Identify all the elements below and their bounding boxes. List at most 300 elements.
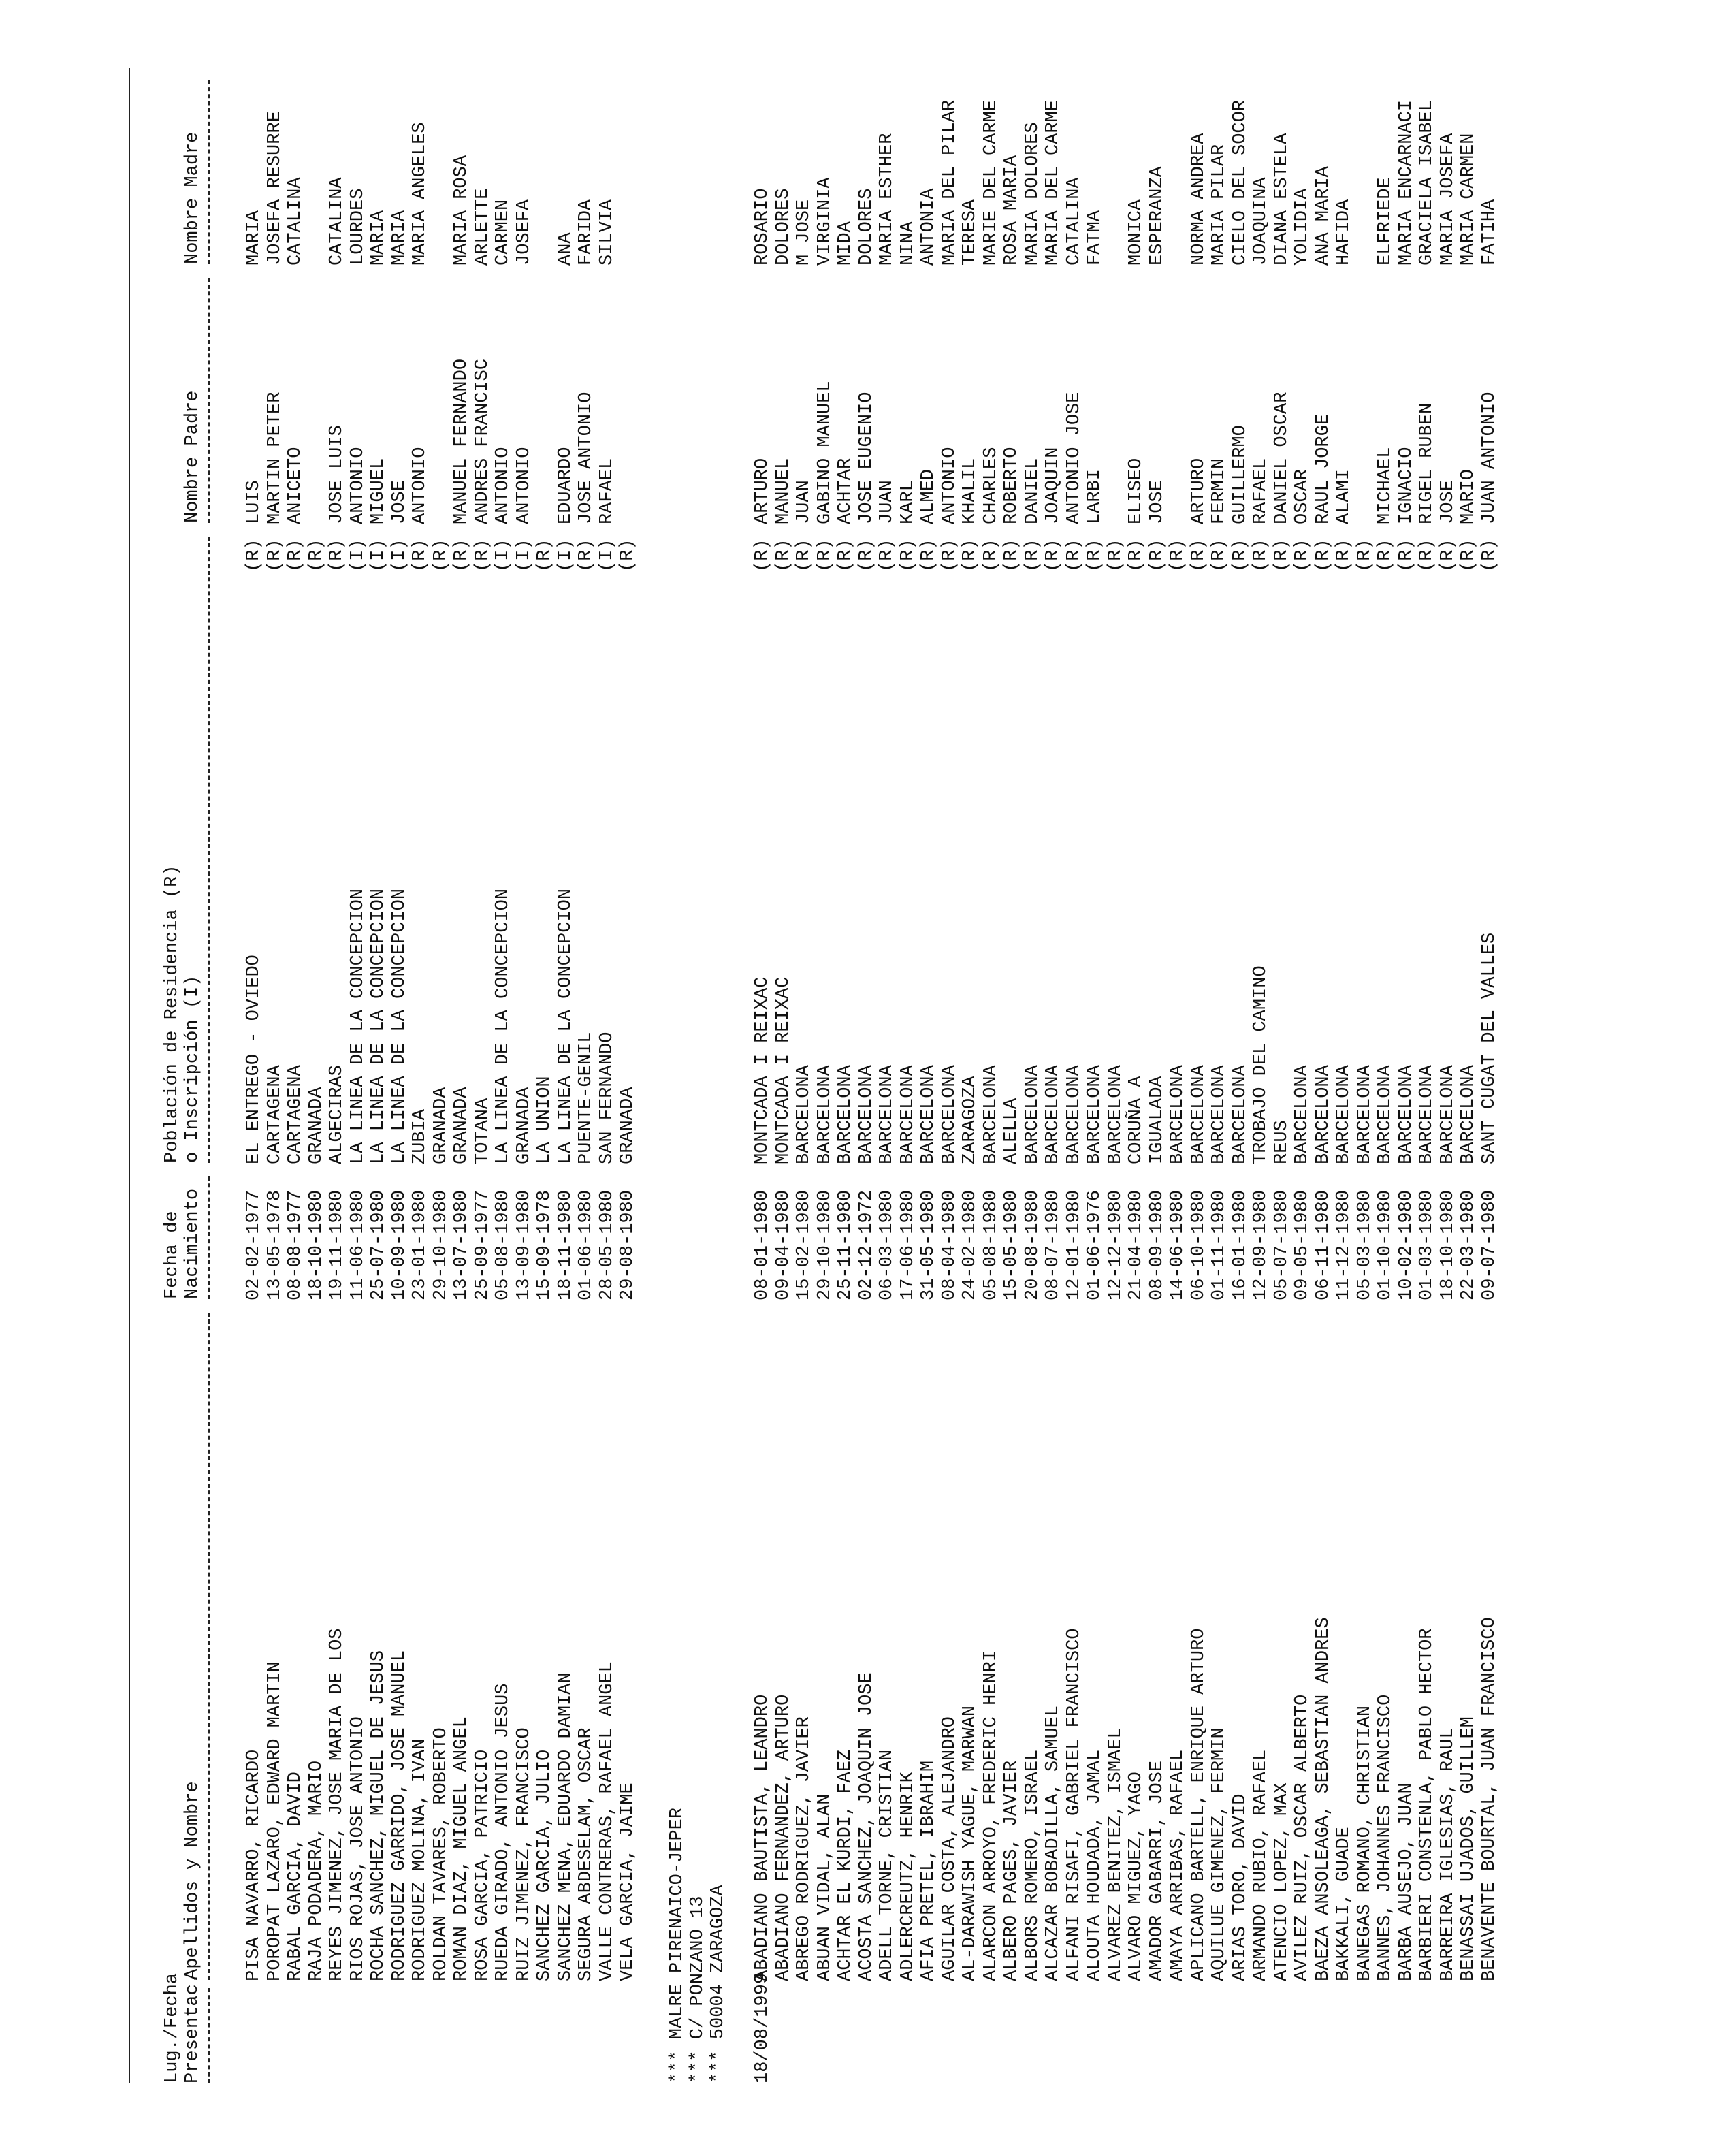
father-name-cell: JUAN (794, 480, 814, 524)
lug-cell (368, 1981, 389, 2083)
mother-name-cell: FARIDA (576, 199, 596, 266)
date-cell: 12-09-1980 (1251, 1189, 1271, 1300)
table-row (1458, 41, 1479, 2083)
mother-name-cell: LOURDES (347, 188, 368, 266)
name-cell: BANNES, JOHANNES FRANCISCO (1375, 1694, 1396, 1981)
mother-name-cell: MARIA DEL PILAR (939, 99, 960, 266)
table-row (1230, 41, 1251, 2083)
lug-cell (1417, 1981, 1438, 2083)
name-cell: BARBA AUSEJO, JUAN (1396, 1782, 1417, 1981)
lug-cell (556, 1981, 577, 2083)
table-row (981, 41, 1002, 2083)
residence-type-cell: (R) (1001, 539, 1022, 572)
header-madre: Nombre Madre (182, 131, 203, 264)
table-row (1292, 41, 1313, 2083)
header-lug-line1: Lug./Fecha (162, 1972, 182, 2083)
table-row (918, 41, 939, 2083)
lug-cell (794, 1981, 815, 2083)
name-cell: BAEZA ANSOLEAGA, SEBASTIAN ANDRES (1313, 1617, 1334, 1981)
mother-name-cell: ROSARIO (752, 188, 773, 266)
name-cell: AVILEZ RUIZ, OSCAR ALBERTO (1292, 1694, 1313, 1981)
poblacion-cell: ZUBIA (410, 1108, 430, 1164)
mother-name-cell: DOLORES (856, 188, 877, 266)
date-cell: 25-09-1977 (472, 1189, 493, 1300)
residence-type-cell: (R) (1168, 539, 1188, 572)
rotated-listing-sheet (129, 68, 1695, 2083)
lug-cell (327, 1981, 348, 2083)
name-cell: ALBERO PAGES, JAVIER (1001, 1760, 1022, 1981)
table-row (1064, 41, 1085, 2083)
poblacion-cell: BARCELONA (980, 1065, 1001, 1164)
father-name-cell: ANICETO (285, 447, 306, 524)
table-row (1106, 41, 1127, 2083)
date-cell: 01-10-1980 (1375, 1189, 1396, 1300)
lug-cell (1001, 1981, 1023, 2083)
date-cell: 05-08-1980 (493, 1189, 513, 1300)
table-row (1272, 41, 1293, 2083)
lug-cell (1147, 1981, 1168, 2083)
table-row (472, 41, 494, 2083)
lug-cell (1064, 1981, 1085, 2083)
residence-type-cell: (R) (814, 539, 835, 572)
mother-name-cell: CATALINA (1063, 177, 1084, 266)
father-name-cell: RAFAEL (596, 458, 617, 524)
table-row (244, 41, 265, 2083)
name-cell: SANCHEZ GARCIA, JULIO (534, 1749, 555, 1981)
lug-cell (918, 1981, 939, 2083)
father-name-cell: RIGEL RUBEN (1417, 402, 1437, 524)
date-cell: 25-11-1980 (835, 1189, 856, 1300)
poblacion-cell: CARTAGENA (264, 1065, 285, 1164)
mother-name-cell: ELFRIEDE (1375, 177, 1396, 266)
poblacion-cell: BARCELONA (1375, 1065, 1396, 1164)
name-cell: SEGURA ABDESELAM, OSCAR (576, 1727, 596, 1981)
residence-type-cell: (I) (555, 539, 576, 572)
name-cell: BARREIRA IGLESIAS, RAUL (1437, 1727, 1458, 1981)
lug-cell (898, 1981, 919, 2083)
residence-type-cell: (R) (1022, 539, 1043, 572)
residence-type-cell: (R) (1417, 539, 1437, 572)
father-name-cell (1355, 266, 1376, 524)
date-cell: 21-04-1980 (1126, 1189, 1146, 1300)
date-cell: 29-08-1980 (617, 1189, 638, 1300)
mother-name-cell: MARIA (244, 210, 264, 266)
residence-type-cell: (R) (451, 539, 472, 572)
header-underline-fecha (208, 1176, 210, 1299)
lug-cell (410, 1981, 431, 2083)
mother-name-cell (431, 41, 452, 266)
residence-type-cell: (R) (1334, 539, 1354, 572)
residence-type-cell: (I) (368, 539, 389, 572)
father-name-cell: ALAMI (1334, 468, 1354, 524)
name-cell: BANEGAS ROMANO, CHRISTIAN (1354, 1705, 1375, 1981)
residence-type-cell: (R) (918, 539, 939, 572)
mother-name-cell (1355, 41, 1376, 266)
date-cell: 05-07-1980 (1271, 1189, 1292, 1300)
father-name-cell: GABINO MANUEL (814, 381, 835, 524)
mother-name-cell: MONICA (1126, 199, 1146, 266)
mother-name-cell: M JOSE (794, 199, 814, 266)
residence-type-cell: (I) (347, 539, 368, 572)
poblacion-cell: CORUÑA A (1126, 1076, 1146, 1164)
mother-name-cell: ANTONIA (918, 188, 939, 266)
date-cell: 02-02-1977 (244, 1189, 264, 1300)
poblacion-cell: BARCELONA (1209, 1065, 1229, 1164)
father-name-cell: ANTONIO (493, 447, 513, 524)
name-cell: APLICANO BARTELL, ENRIQUE ARTURO (1188, 1628, 1209, 1981)
header-poblacion-line1: Población de Residencia (R) (162, 865, 182, 1163)
table-row (556, 41, 577, 2083)
lug-cell (773, 1981, 794, 2083)
lug-cell (752, 1981, 773, 2083)
residence-type-cell: (R) (835, 539, 856, 572)
table-row (815, 41, 836, 2083)
poblacion-cell: BARCELONA (897, 1065, 918, 1164)
father-name-cell: FERMIN (1209, 458, 1229, 524)
name-cell: ABUAN VIDAL, ALAN (814, 1793, 835, 1981)
table-row (348, 41, 369, 2083)
date-cell: 10-02-1980 (1396, 1189, 1417, 1300)
mother-name-cell: ROSA MARIA (1001, 155, 1022, 266)
mother-name-cell (306, 41, 327, 266)
date-cell: 08-08-1977 (285, 1189, 306, 1300)
mother-name-cell: CIELO DEL SOCOR (1229, 99, 1251, 266)
lug-cell (472, 1981, 494, 2083)
date-cell: 06-03-1980 (877, 1189, 897, 1300)
mother-name-cell: MARIE DEL CARME (980, 99, 1001, 266)
father-name-cell: ROBERTO (1001, 447, 1022, 524)
presentation-date: 18/08/1999 (752, 1972, 773, 2083)
table-row (939, 41, 961, 2083)
mother-name-cell: MARIA (389, 210, 410, 266)
name-cell: ACHTAR EL KURDI, FAEZ (835, 1749, 856, 1981)
poblacion-cell: EL ENTREGO - OVIEDO (244, 955, 264, 1164)
poblacion-cell: BARCELONA (1043, 1065, 1063, 1164)
lug-cell (815, 1981, 836, 2083)
residence-type-cell: (R) (752, 539, 773, 572)
poblacion-cell: BARCELONA (1417, 1065, 1437, 1164)
mother-name-cell (1106, 41, 1127, 266)
mother-name-cell: MARIA DEL CARME (1043, 99, 1063, 266)
poblacion-cell: BARCELONA (939, 1065, 960, 1164)
lug-cell (1355, 1981, 1376, 2083)
poblacion-cell: BARCELONA (814, 1065, 835, 1164)
name-cell: ALARCON ARROYO, FREDERIC HENRI (980, 1650, 1001, 1981)
table-row (576, 41, 597, 2083)
father-name-cell: MANUEL FERNANDO (451, 358, 472, 524)
date-cell: 01-06-1976 (1084, 1189, 1105, 1300)
father-name-cell: JOSE ANTONIO (576, 391, 596, 524)
table-row (1251, 41, 1272, 2083)
table-row (1209, 41, 1230, 2083)
table-row (514, 41, 535, 2083)
lug-cell (1375, 1981, 1396, 2083)
date-cell: 12-01-1980 (1063, 1189, 1084, 1300)
residence-type-cell: (R) (1209, 539, 1229, 572)
lug-cell (1126, 1981, 1147, 2083)
lug-cell (534, 1981, 556, 2083)
residence-type-cell: (R) (1437, 539, 1458, 572)
table-row (451, 41, 472, 2083)
name-cell: VELA GARCIA, JAIME (617, 1782, 638, 1981)
father-name-cell: DANIEL (1022, 458, 1043, 524)
table-row (877, 41, 898, 2083)
date-cell: 09-04-1980 (773, 1189, 794, 1300)
father-name-cell: KHALIL (960, 458, 980, 524)
poblacion-cell: ZARAGOZA (960, 1076, 980, 1164)
date-cell: 20-08-1980 (1022, 1189, 1043, 1300)
residence-type-cell: (R) (1479, 539, 1500, 572)
residence-type-cell: (R) (410, 539, 430, 572)
mother-name-cell: CATALINA (327, 177, 347, 266)
lug-cell (1292, 1981, 1313, 2083)
father-name-cell: ANTONIO (347, 447, 368, 524)
table-row (773, 41, 794, 2083)
date-cell: 13-07-1980 (451, 1189, 472, 1300)
name-cell: RUIZ JIMENEZ, FRANCISCO (513, 1727, 534, 1981)
lug-cell (1396, 1981, 1417, 2083)
residence-type-cell: (R) (897, 539, 918, 572)
residence-type-cell: (R) (244, 539, 264, 572)
poblacion-cell: GRANADA (306, 1087, 327, 1164)
father-name-cell: MARIO (1458, 468, 1479, 524)
lug-cell (1189, 1981, 1210, 2083)
poblacion-cell: BARCELONA (1334, 1065, 1354, 1164)
table-row (835, 41, 856, 2083)
father-name-cell (617, 266, 639, 524)
father-name-cell: OSCAR (1292, 468, 1313, 524)
lug-cell (835, 1981, 856, 2083)
mother-name-cell: JOAQUINA (1251, 177, 1271, 266)
lug-cell (1251, 1981, 1272, 2083)
date-cell: 06-11-1980 (1313, 1189, 1334, 1300)
lug-cell (451, 1981, 472, 2083)
mother-name-cell: NORMA ANDREA (1188, 133, 1209, 266)
name-cell: SANCHEZ MENA, EDUARDO DAMIAN (555, 1672, 576, 1981)
header-lug-line2: Presentac. (182, 1972, 203, 2083)
address-line1: *** MALRE PIRENAICO-JEPER (667, 1807, 688, 2083)
table-row (410, 41, 431, 2083)
header-underline-apellidos (208, 1313, 210, 1980)
residence-type-cell: (R) (1146, 539, 1168, 572)
date-cell: 05-03-1980 (1354, 1189, 1375, 1300)
top-double-rule (129, 68, 131, 2083)
date-cell: 24-02-1980 (960, 1189, 980, 1300)
father-name-cell: ANTONIO (410, 447, 430, 524)
date-cell: 08-04-1980 (939, 1189, 960, 1300)
table-row (1189, 41, 1210, 2083)
table-row (368, 41, 389, 2083)
poblacion-cell: MONTCADA I REIXAC (752, 976, 773, 1164)
father-name-cell: ELISEO (1126, 458, 1146, 524)
lug-cell (1084, 1981, 1106, 2083)
table-row (534, 41, 556, 2083)
header-padre: Nombre Padre (182, 390, 203, 523)
poblacion-cell: GRANADA (513, 1087, 534, 1164)
date-cell: 08-07-1980 (1043, 1189, 1063, 1300)
date-cell: 09-07-1980 (1479, 1189, 1500, 1300)
poblacion-cell: IGUALADA (1146, 1076, 1168, 1164)
table-row (617, 41, 639, 2083)
name-cell: AQUILUE GIMENEZ, FERMIN (1209, 1727, 1229, 1981)
father-name-cell: JOSE LUIS (327, 425, 347, 524)
name-cell: ROLDAN TAVARES, ROBERTO (430, 1727, 451, 1981)
lug-cell (1479, 1981, 1500, 2083)
poblacion-cell: BARCELONA (1105, 1065, 1126, 1164)
poblacion-cell: BARCELONA (877, 1065, 897, 1164)
mother-name-cell: TERESA (960, 199, 980, 266)
date-cell: 01-03-1980 (1417, 1189, 1437, 1300)
residence-type-cell: (R) (1043, 539, 1063, 572)
mother-name-cell: VIRGINIA (814, 177, 835, 266)
date-cell: 11-06-1980 (347, 1189, 368, 1300)
mother-name-cell (534, 41, 556, 266)
mother-name-cell: ARLETTE (472, 188, 493, 266)
father-name-cell: JUAN ANTONIO (1479, 391, 1500, 524)
mother-name-cell: MARIA DOLORES (1022, 122, 1043, 266)
table-row (1126, 41, 1147, 2083)
residence-type-cell: (I) (513, 539, 534, 572)
poblacion-cell: BARCELONA (1168, 1065, 1188, 1164)
poblacion-cell: SAN FERNANDO (596, 1031, 617, 1164)
date-cell: 16-01-1980 (1229, 1189, 1251, 1300)
date-cell: 18-10-1980 (306, 1189, 327, 1300)
father-name-cell: MARTIN PETER (264, 391, 285, 524)
father-name-cell: JOSE (389, 480, 410, 524)
table-row (327, 41, 348, 2083)
residence-type-cell: (R) (472, 539, 493, 572)
name-cell: ALCAZAR BOBADILLA, SAMUEL (1043, 1705, 1063, 1981)
poblacion-cell: LA LINEA DE LA CONCEPCION (555, 888, 576, 1164)
table-row (1438, 41, 1459, 2083)
mother-name-cell: FATIHA (1479, 199, 1500, 266)
lug-cell (617, 1981, 639, 2083)
residence-type-cell: (R) (939, 539, 960, 572)
date-cell: 08-09-1980 (1146, 1189, 1168, 1300)
father-name-cell: JOSE EUGENIO (856, 391, 877, 524)
name-cell: REYES JIMENEZ, JOSE MARIA DE LOS (327, 1628, 347, 1981)
name-cell: RABAL GARCIA, DAVID (285, 1772, 306, 1981)
residence-type-cell: (R) (1354, 539, 1375, 572)
table-row (794, 41, 815, 2083)
lug-cell (981, 1981, 1002, 2083)
residence-type-cell: (R) (264, 539, 285, 572)
date-cell: 15-02-1980 (794, 1189, 814, 1300)
father-name-cell: ANDRES FRANCISC (472, 358, 493, 524)
mother-name-cell: MARIA ROSA (451, 155, 472, 266)
table-row (306, 41, 327, 2083)
father-name-cell: DANIEL OSCAR (1271, 391, 1292, 524)
father-name-cell (534, 266, 556, 524)
father-name-cell (1106, 266, 1127, 524)
header-fecha-line2: Nacimiento (182, 1188, 203, 1299)
poblacion-cell: BARCELONA (856, 1065, 877, 1164)
date-cell: 25-07-1980 (368, 1189, 389, 1300)
name-cell: ADLERCREUTZ, HENRIK (897, 1772, 918, 1981)
address-line2: *** C/ PONZANO 13 (688, 1895, 708, 2083)
date-cell: 01-11-1980 (1209, 1189, 1229, 1300)
name-cell: RUEDA GIRADO, ANTONIO JESUS (493, 1683, 513, 1981)
table-row (856, 41, 878, 2083)
father-name-cell: KARL (897, 480, 918, 524)
residence-type-cell: (R) (1458, 539, 1479, 572)
table-row (1043, 41, 1064, 2083)
poblacion-cell: GRANADA (451, 1087, 472, 1164)
poblacion-cell: LA LINEA DE LA CONCEPCION (368, 888, 389, 1164)
date-cell: 11-12-1980 (1334, 1189, 1354, 1300)
mother-name-cell: MARIA PILAR (1209, 144, 1229, 266)
name-cell: BAKKALI, GUADE (1334, 1827, 1354, 1981)
header-apellidos: Apellidos y Nombre (182, 1781, 203, 1980)
residence-type-cell: (R) (877, 539, 897, 572)
table-row (285, 41, 306, 2083)
mother-name-cell: MARIA JOSEFA (1437, 133, 1458, 266)
date-cell: 14-06-1980 (1168, 1189, 1188, 1300)
table-row (389, 41, 411, 2083)
name-cell: AGUILAR COSTA, ALEJANDRO (939, 1716, 960, 1981)
residence-type-cell: (R) (430, 539, 451, 572)
name-cell: AMAYA ARRIBAS, RAFAEL (1168, 1749, 1188, 1981)
name-cell: ACOSTA SANCHEZ, JOAQUIN JOSE (856, 1672, 877, 1981)
residence-type-cell: (R) (576, 539, 596, 572)
father-name-cell: RAUL JORGE (1313, 413, 1334, 524)
name-cell: AMADOR GABARRI, JOSE (1146, 1760, 1168, 1981)
header-underline-poblacion (208, 537, 210, 1163)
lug-cell (1106, 1981, 1127, 2083)
lug-cell (514, 1981, 535, 2083)
poblacion-cell: REUS (1271, 1120, 1292, 1164)
mother-name-cell: JOSEFA (513, 199, 534, 266)
lug-cell (389, 1981, 411, 2083)
table-row (1168, 41, 1189, 2083)
residence-type-cell: (R) (1375, 539, 1396, 572)
residence-type-cell: (R) (617, 539, 638, 572)
mother-name-cell: GRACIELA ISABEL (1417, 99, 1437, 266)
date-cell: 18-11-1980 (555, 1189, 576, 1300)
residence-type-cell: (R) (1188, 539, 1209, 572)
residence-type-cell: (R) (1292, 539, 1313, 572)
name-cell: AFIA PRETEL, IBRAHIM (918, 1760, 939, 1981)
lug-cell (939, 1981, 961, 2083)
table-row (1023, 41, 1044, 2083)
name-cell: BARBIERI CONSTENLA, PABLO HECTOR (1417, 1628, 1437, 1981)
lug-cell (1043, 1981, 1064, 2083)
mother-name-cell: ESPERANZA (1146, 166, 1168, 266)
poblacion-cell: BARCELONA (1022, 1065, 1043, 1164)
mother-name-cell: HAFIDA (1334, 199, 1354, 266)
name-cell: RODRIGUEZ GARRIDO, JOSE MANUEL (389, 1650, 410, 1981)
date-cell: 13-05-1978 (264, 1189, 285, 1300)
residence-type-cell: (R) (1126, 539, 1146, 572)
lug-cell (493, 1981, 514, 2083)
date-cell: 08-01-1980 (752, 1189, 773, 1300)
mother-name-cell: NINA (897, 221, 918, 266)
residence-type-cell: (R) (960, 539, 980, 572)
lug-cell (431, 1981, 452, 2083)
poblacion-cell: BARCELONA (1292, 1065, 1313, 1164)
poblacion-cell: BARCELONA (1313, 1065, 1334, 1164)
name-cell: POROPAT LAZARO, EDWARD MARTIN (264, 1661, 285, 1981)
table-row (1417, 41, 1438, 2083)
residence-type-cell: (I) (493, 539, 513, 572)
record-list-block1 (244, 41, 639, 2083)
father-name-cell (1168, 266, 1189, 524)
date-cell: 12-12-1980 (1105, 1189, 1126, 1300)
date-cell: 28-05-1980 (596, 1189, 617, 1300)
name-cell: VALLE CONTRERAS, RAFAEL ANGEL (596, 1661, 617, 1981)
poblacion-cell: TOTANA (472, 1098, 493, 1164)
lug-cell (1438, 1981, 1459, 2083)
